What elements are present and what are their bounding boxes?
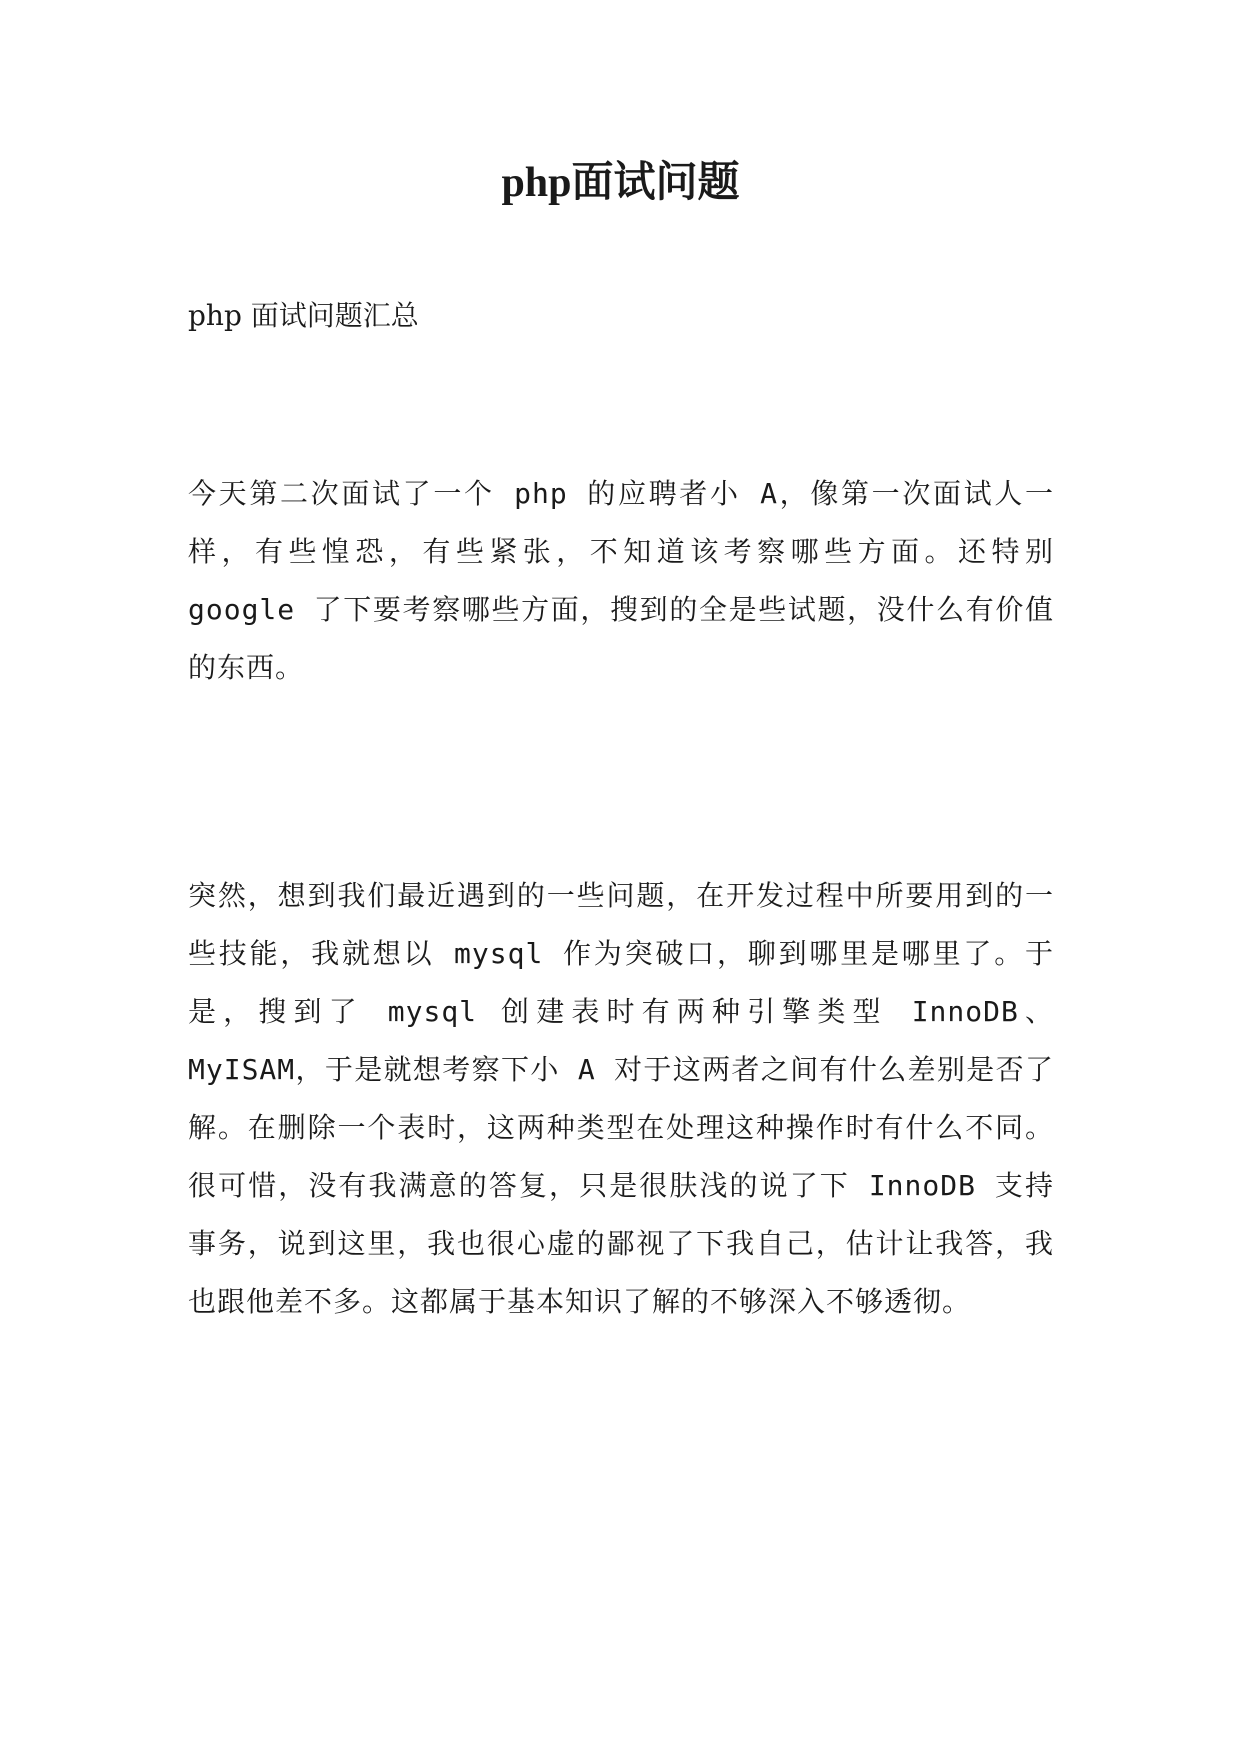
document-title: php面试问题: [501, 160, 740, 206]
document-subtitle: php 面试问题汇总: [188, 299, 419, 332]
paragraph-2: 突然，想到我们最近遇到的一些问题，在开发过程中所要用到的一些技能，我就想以 mysql 作为突破口，聊到哪里是哪里了。于是，搜到了 mysql 创建表时有两种引擎类型 InnoDB、MyISAM，于是就想考察下小 A 对于这两者之间有什么差别是否了解。在删除一个表时，这两种类型在处理这种操作时有什么不同。很可惜，没有我满意的答复，只是很肤浅的说了下 InnoDB 支持事务，说到这里，我也很心虚的鄙视了下我自己，估计让我答，我也跟他差不多。这都属于基本知识了解的不够深入不够透彻。: [188, 879, 1054, 1318]
paragraph-1: 今天第二次面试了一个 php 的应聘者小 A，像第一次面试人一样，有些惶恐，有些紧张，不知道该考察哪些方面。还特别 google 了下要考察哪些方面，搜到的全是些试题，没什么有价值的东西。: [188, 477, 1054, 684]
